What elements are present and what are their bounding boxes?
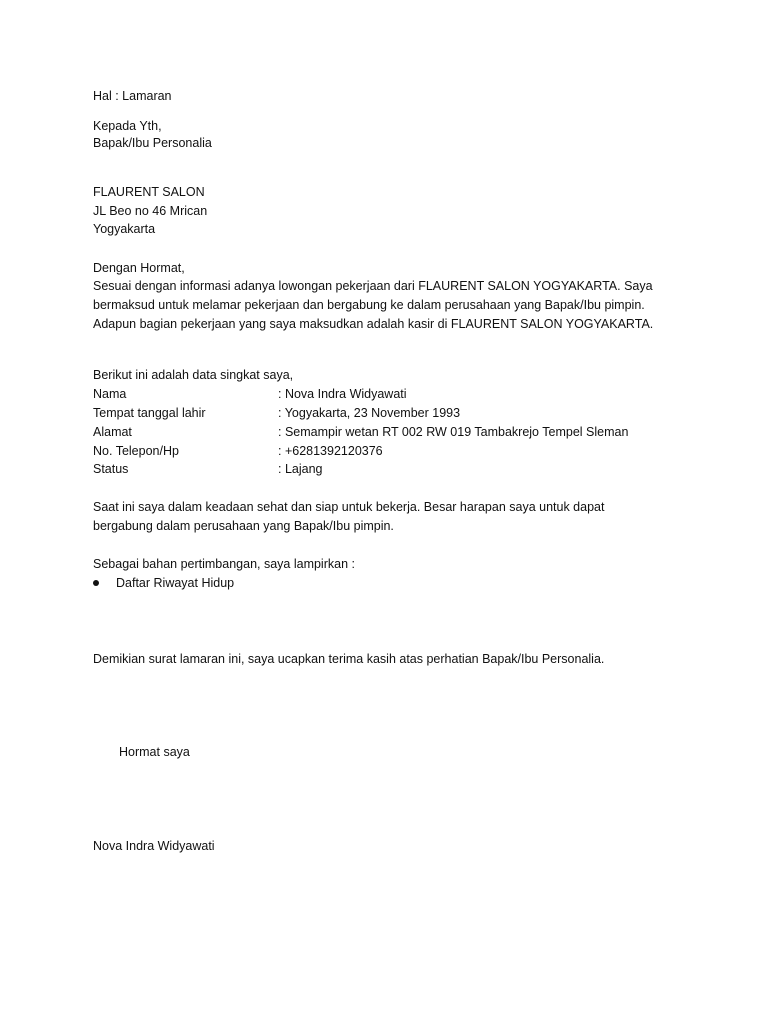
intro-line-2: bermaksud untuk melamar pekerjaan dan bergabung ke dalam perusahaan yang Bapak/Ibu pimpin. <box>93 298 645 312</box>
subject-line: Hal : Lamaran <box>93 89 172 103</box>
data-row-birth <box>93 405 713 421</box>
closing-paragraph: Demikian surat lamaran ini, saya ucapkan terima kasih atas perhatian Bapak/Ibu Personalia. <box>93 652 605 666</box>
data-label: Alamat <box>93 425 132 439</box>
data-label: Nama <box>93 387 127 401</box>
recipient-line-1: Kepada Yth, <box>93 119 162 133</box>
data-row-address <box>93 424 713 440</box>
company-street: JL Beo no 46 Mrican <box>93 204 208 218</box>
data-value: : Yogyakarta, 23 November 1993 <box>278 406 461 420</box>
recipient-line-2: Bapak/Ibu Personalia <box>93 136 212 150</box>
signature-name: Nova Indra Widyawati <box>93 839 215 853</box>
health-line-1: Saat ini saya dalam keadaan sehat dan siap untuk bekerja. Besar harapan saya untuk dapat <box>93 500 605 514</box>
data-row-name <box>93 386 713 402</box>
bullet-icon <box>93 580 99 586</box>
data-label: Tempat tanggal lahir <box>93 406 206 420</box>
attachments-intro: Sebagai bahan pertimbangan, saya lampirkan : <box>93 557 355 571</box>
data-row-phone <box>93 443 713 459</box>
data-row-status <box>93 461 713 477</box>
intro-line-1: Sesuai dengan informasi adanya lowongan pekerjaan dari FLAURENT SALON YOGYAKARTA. Saya <box>93 279 653 293</box>
data-value: : Nova Indra Widyawati <box>278 387 407 401</box>
data-intro: Berikut ini adalah data singkat saya, <box>93 368 294 382</box>
data-label: No. Telepon/Hp <box>93 444 179 458</box>
data-value: : Lajang <box>278 462 323 476</box>
greeting: Dengan Hormat, <box>93 261 185 275</box>
company-city: Yogyakarta <box>93 222 156 236</box>
data-value: : +6281392120376 <box>278 444 383 458</box>
health-line-2: bergabung dalam perusahaan yang Bapak/Ibu pimpin. <box>93 519 394 533</box>
sign-off: Hormat saya <box>119 745 190 759</box>
data-value: : Semampir wetan RT 002 RW 019 Tambakrejo Tempel Sleman <box>278 425 629 439</box>
company-name: FLAURENT SALON <box>93 185 205 199</box>
attachment-label: Daftar Riwayat Hidup <box>116 576 235 590</box>
data-label: Status <box>93 462 129 476</box>
intro-line-3: Adapun bagian pekerjaan yang saya maksudkan adalah kasir di FLAURENT SALON YOGYAKARTA. <box>93 317 654 331</box>
